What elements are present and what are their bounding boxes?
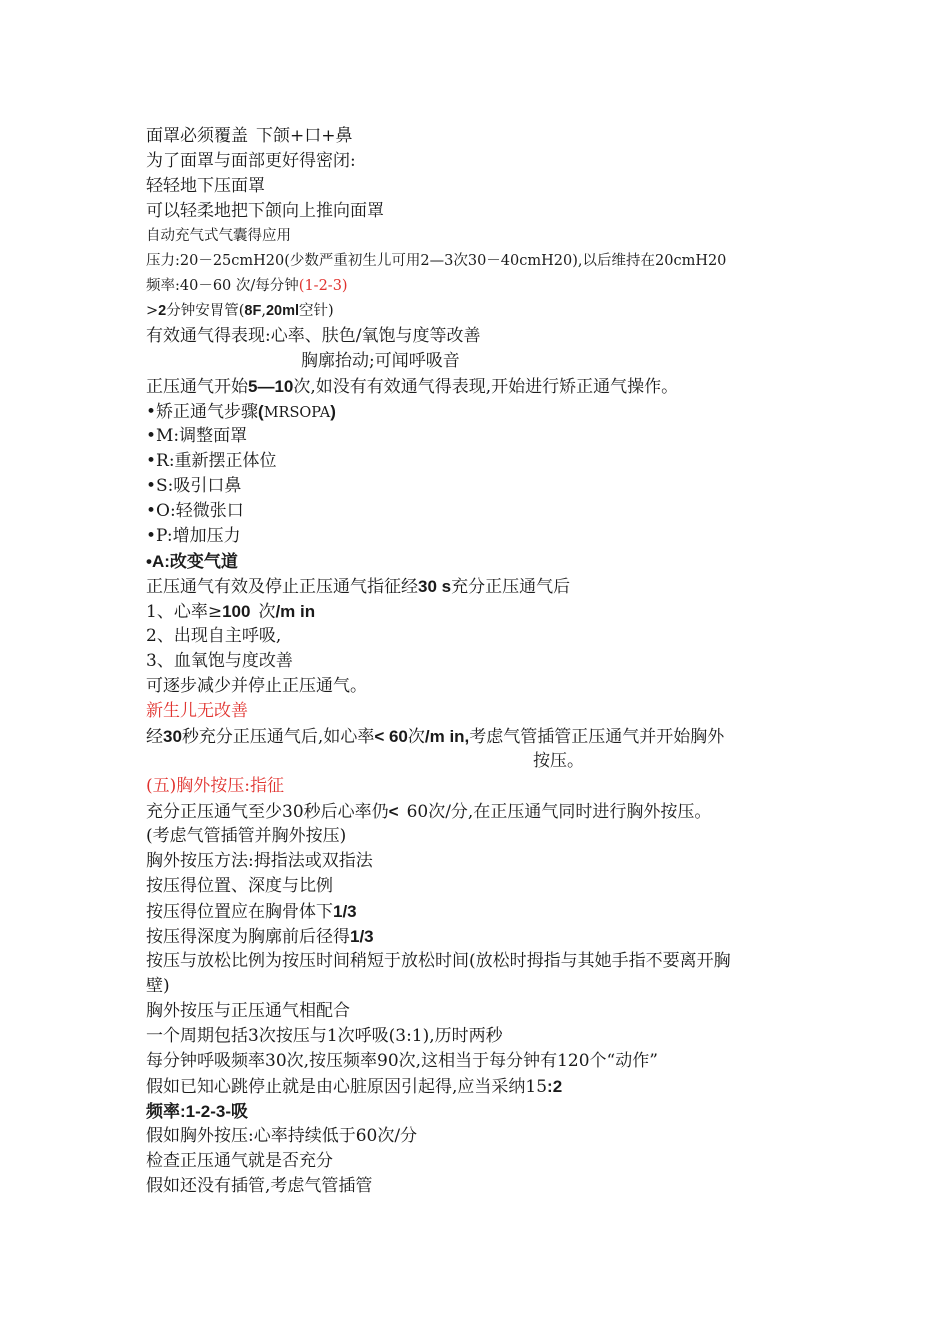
- text-line-step-m: •M:调整面罩: [146, 426, 248, 446]
- text-line-cardiac-cause: [146, 1074, 816, 1099]
- bold-span: < 60: [374, 727, 408, 746]
- text-line-frequency: [146, 274, 816, 299]
- text-line-seal: 为了面罩与面部更好得密闭:: [146, 151, 356, 171]
- text-span: •矫正通气步骤: [146, 402, 259, 422]
- text-span: >: [146, 303, 159, 319]
- bold-span: /m in: [275, 602, 316, 621]
- text-line-ratio: 按压与放松比例为按压时间稍短于放松时间(放松时拇指与其她手指不要离开胸: [146, 951, 731, 971]
- text-span: 经: [146, 727, 163, 747]
- text-span: 秒充分正压通气后,如心率: [181, 727, 375, 747]
- text-line-step-o: •O:轻微张口: [146, 501, 244, 521]
- text-line-spontaneous-breathing: 2、出现自主呼吸,: [146, 626, 282, 646]
- text-line-heart-rate: [146, 599, 816, 624]
- text-span: 频率:40－60 次/每分钟: [146, 278, 299, 294]
- bold-span: 1/3: [333, 902, 357, 921]
- bold-span: 30: [163, 727, 182, 746]
- text-span: 假如已知心跳停止就是由心脏原因引起得,应当采纳15: [146, 1077, 548, 1097]
- text-line-intubate: 假如还没有插管,考虑气管插管: [146, 1176, 373, 1196]
- text-line-method: 胸外按压方法:拇指法或双指法: [146, 851, 373, 871]
- text-line-effective-signs: 有效通气得表现:心率、肤色/氧饱与度等改善: [146, 326, 481, 346]
- text-span: 充分正压通气至少30秒后心率仍: [146, 802, 389, 822]
- text-line-rates: 每分钟呼吸频率30次,按压频率90次,这相当于每分钟有120个“动作”: [146, 1051, 658, 1071]
- text-line-position: [146, 899, 816, 924]
- text-line-push-jaw: 可以轻柔地把下颌向上推向面罩: [146, 201, 384, 221]
- text-line-compression-indication: [146, 799, 816, 824]
- text-span: 正压通气有效及停止正压通气指征经: [146, 577, 418, 597]
- bold-span: ): [330, 402, 336, 421]
- text-line-check-ventilation: 检查正压通气就是否充分: [146, 1151, 333, 1171]
- text-line-coordination: 胸外按压与正压通气相配合: [146, 1001, 350, 1021]
- text-line-intubation-criteria: [146, 724, 816, 749]
- bold-span: :2: [547, 1077, 563, 1096]
- text-span: MRSOPA: [263, 405, 331, 421]
- text-line-pressure: 压力:20－25cmH20(少数严重初生儿可用2—3次30－40cmH20),以后维持在20cmH20: [146, 253, 727, 269]
- text-span: 空针): [299, 303, 334, 319]
- text-line-oxygen: 3、血氧饱与度改善: [146, 651, 293, 671]
- bold-span: 20ml: [265, 303, 299, 319]
- text-line-stop-criteria: [146, 574, 816, 599]
- text-span: 分钟安胃管(: [166, 303, 245, 319]
- bold-span: 1/3: [350, 927, 374, 946]
- text-span: 按压得深度为胸廓前后径得: [146, 927, 350, 947]
- text-span: 次: [258, 602, 276, 622]
- text-line-mrsopa-title: [146, 399, 816, 424]
- text-span: 正压通气开始: [146, 377, 248, 397]
- text-line-depth: [146, 924, 816, 949]
- text-line-ratio-wrap: 壁): [146, 976, 170, 996]
- text-line-step-r: •R:重新摆正体位: [146, 451, 277, 471]
- text-line-cycle: 一个周期包括3次按压与1次呼吸(3:1),历时两秒: [146, 1026, 503, 1046]
- text-line-reduce-ppv: 可逐步减少并停止正压通气。: [146, 676, 367, 696]
- text-span: 1、心率≥: [146, 602, 223, 622]
- text-line-position-depth: 按压得位置、深度与比例: [146, 876, 333, 896]
- bold-span: 100: [222, 602, 251, 621]
- text-line-consider-intubation: (考虑气管插管并胸外按压): [146, 826, 347, 846]
- bold-span: /m in,: [424, 727, 470, 746]
- bold-span: 5—10: [248, 377, 294, 396]
- text-line-no-improvement: 新生儿无改善: [146, 701, 248, 721]
- text-line-gastric-tube: [146, 299, 816, 324]
- bold-span: <: [388, 802, 399, 821]
- text-line-persistent-low: 假如胸外按压:心率持续低于60次/分: [146, 1126, 418, 1146]
- bold-span: (: [258, 402, 264, 421]
- bold-span: 8F: [244, 303, 262, 319]
- text-line-start-ppv: [146, 374, 816, 399]
- text-span: 充分正压通气后: [451, 577, 571, 597]
- text-line-compression-wrap: 按压。: [533, 751, 584, 771]
- text-span: 按压得位置应在胸骨体下: [146, 902, 333, 922]
- text-line-bag-usage: 自动充气式气囊得应用: [146, 228, 291, 244]
- text-line-rhythm: 频率:1-2-3-吸: [146, 1102, 249, 1121]
- text-line-chest-rise: 胸廓抬动;可闻呼吸音: [301, 351, 460, 371]
- text-span: 次,如没有有效通气得表现,开始进行矫正通气操作。: [293, 377, 679, 397]
- text-span: 次: [407, 727, 425, 747]
- text-line-step-s: •S:吸引口鼻: [146, 476, 242, 496]
- text-line-section-heading: (五)胸外按压:指征: [146, 776, 284, 796]
- text-span: 面罩必须覆盖: [146, 126, 248, 146]
- text-span: 考虑气管插管正压通气并开始胸外: [469, 727, 725, 747]
- text-span: ,: [261, 303, 266, 319]
- bold-span: 30 s: [418, 577, 452, 596]
- text-span: 60次/分,在正压通气同时进行胸外按压。: [406, 802, 712, 822]
- red-text-span: (1-2-3): [298, 278, 348, 294]
- text-span: 下颌+口+鼻: [256, 126, 353, 146]
- document-body: [146, 124, 816, 1199]
- text-line-mask-cover: [146, 124, 816, 149]
- text-line-step-p: •P:增加压力: [146, 526, 241, 546]
- bold-span: 2: [158, 303, 167, 319]
- text-line-press-mask: 轻轻地下压面罩: [146, 176, 265, 196]
- text-line-step-a: •A:改变气道: [146, 552, 238, 571]
